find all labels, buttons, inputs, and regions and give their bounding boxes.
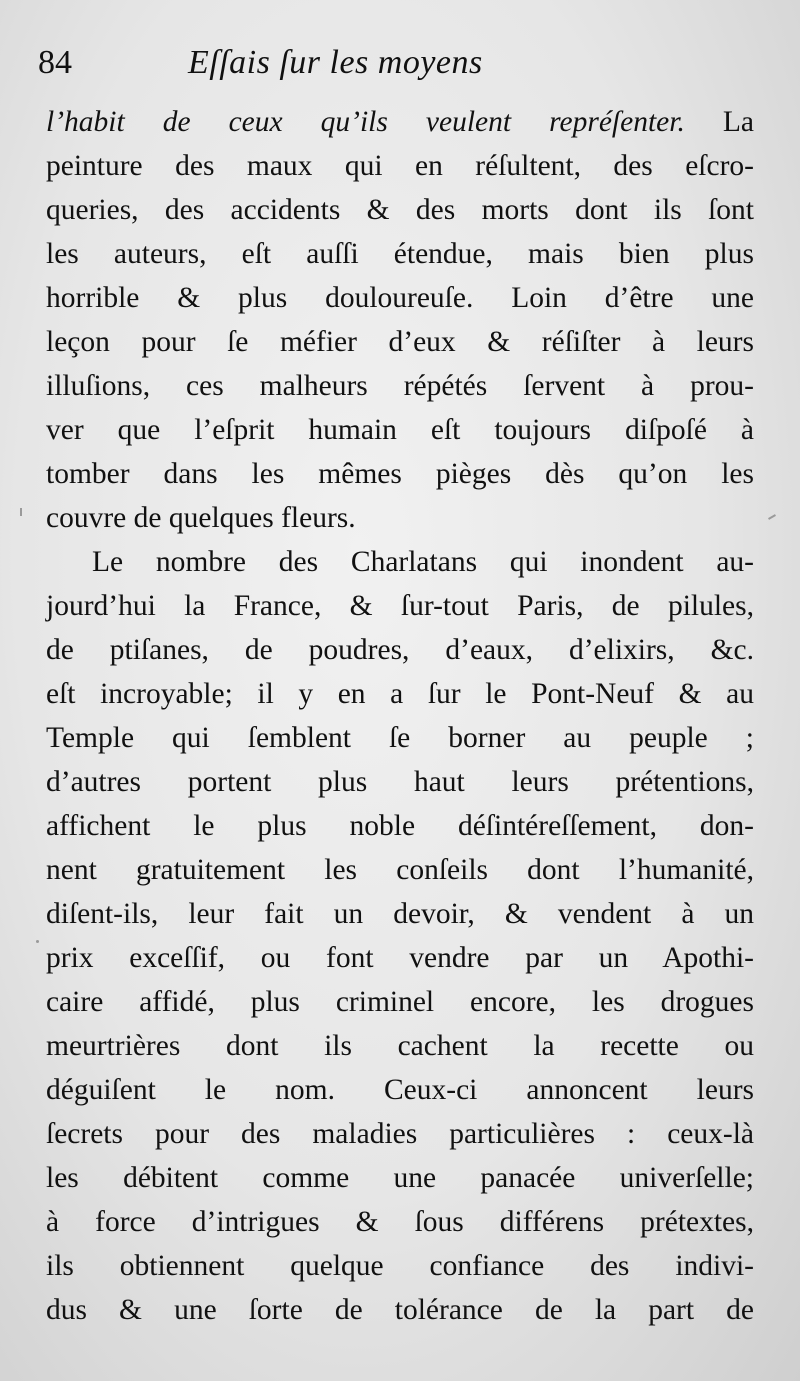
- text-line: déguiſent le nom. Ceux-ci annoncent leurs: [46, 1074, 754, 1106]
- text-line: meurtrières dont ils cachent la recette ou: [46, 1030, 754, 1062]
- text-line: leçon pour ſe méfier d’eux & réſiſter à leurs: [46, 326, 754, 358]
- text-line: ſecrets pour des maladies particulières : ceux-là: [46, 1118, 754, 1150]
- text-line: horrible & plus douloureuſe. Loin d’être une: [46, 282, 754, 314]
- running-title: Eſſais ſur les moyens: [188, 44, 483, 81]
- page-number: 84: [38, 44, 72, 81]
- body-text: [46, 100, 754, 1332]
- text-line: affichent le plus noble déſintéreſſement, don-: [46, 810, 754, 842]
- running-head: [38, 44, 760, 94]
- text-line: peinture des maux qui en réſultent, des eſcro-: [46, 150, 754, 182]
- text-line: nent gratuitement les conſeils dont l’humanité,: [46, 854, 754, 886]
- text-line: d’autres portent plus haut leurs prétentions,: [46, 766, 754, 798]
- paper-speck: [36, 940, 39, 943]
- text-line: prix exceſſif, ou font vendre par un Apothi-: [46, 942, 754, 974]
- text-line: à force d’intrigues & ſous différens prétextes,: [46, 1206, 754, 1238]
- text-line-roman: La: [684, 106, 754, 138]
- text-line: de ptiſanes, de poudres, d’eaux, d’elixirs, &c.: [46, 634, 754, 666]
- paper-speck: [768, 514, 776, 520]
- text-line: jourd’hui la France, & ſur-tout Paris, de pilules,: [46, 590, 754, 622]
- paper-speck: [20, 508, 22, 516]
- text-line: Le nombre des Charlatans qui inondent au-: [92, 546, 754, 578]
- text-line: [46, 100, 754, 144]
- text-line: eſt incroyable; il y en a ſur le Pont-Neuf & au: [46, 678, 754, 710]
- text-line-italic: l’habit de ceux qu’ils veulent repréſenter.: [46, 106, 685, 138]
- text-line: ver que l’eſprit humain eſt toujours diſpoſé à: [46, 414, 754, 446]
- text-line: illuſions, ces malheurs répétés ſervent à prou-: [46, 370, 754, 402]
- text-line: caire affidé, plus criminel encore, les drogues: [46, 986, 754, 1018]
- text-line: Temple qui ſemblent ſe borner au peuple ;: [46, 722, 754, 754]
- text-line: diſent-ils, leur fait un devoir, & vendent à un: [46, 898, 754, 930]
- text-line: couvre de quelques fleurs.: [46, 502, 356, 534]
- text-line: dus & une ſorte de tolérance de la part de: [46, 1294, 754, 1326]
- text-line: les auteurs, eſt auſſi étendue, mais bien plus: [46, 238, 754, 270]
- text-line: ils obtiennent quelque confiance des indivi-: [46, 1250, 754, 1282]
- text-line: tomber dans les mêmes pièges dès qu’on les: [46, 458, 754, 490]
- text-line: queries, des accidents & des morts dont ils ſont: [46, 194, 754, 226]
- text-line: les débitent comme une panacée univerſelle;: [46, 1162, 754, 1194]
